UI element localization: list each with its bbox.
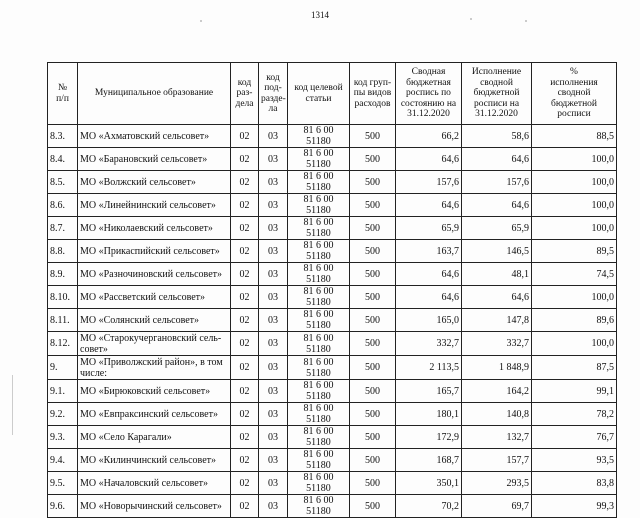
row-number: 8.12. [48,332,78,356]
table-body [48,125,617,518]
target-article-code: 81 6 00 51180 [288,332,350,356]
row-number: 8.9. [48,263,78,286]
header-cell: Исполнение сводной бюджетной росписи на 31.12.2020 [462,63,532,125]
expense-group-code: 500 [350,240,396,263]
municipality-name: МО «Евпраксинский сельсовет» [78,403,231,426]
budget-plan-value: 350,1 [396,472,462,495]
target-article-code: 81 6 00 51180 [288,380,350,403]
budget-plan-value: 64,6 [396,286,462,309]
row-number: 8.10. [48,286,78,309]
section-code: 02 [231,426,259,449]
target-article-code: 81 6 00 51180 [288,449,350,472]
municipality-name: МО «Линейнинский сельсовет» [78,194,231,217]
row-number: 9.1. [48,380,78,403]
subsection-code: 03 [259,380,288,403]
expense-group-code: 500 [350,148,396,171]
execution-percent: 89,6 [532,309,617,332]
municipality-name: МО «Барановский сельсовет» [78,148,231,171]
execution-percent: 88,5 [532,125,617,148]
subsection-code: 03 [259,148,288,171]
section-code: 02 [231,332,259,356]
scan-speck [470,18,472,20]
budget-plan-value: 64,6 [396,148,462,171]
subsection-code: 03 [259,403,288,426]
target-article-code: 81 6 00 51180 [288,194,350,217]
section-code: 02 [231,171,259,194]
header-cell: код под- разде- ла [259,63,288,125]
expense-group-code: 500 [350,403,396,426]
row-number: 8.4. [48,148,78,171]
table-row [48,286,617,309]
execution-value: 146,5 [462,240,532,263]
header-cell: % исполнения сводной бюджетной росписи [532,63,617,125]
budget-plan-value: 64,6 [396,194,462,217]
section-code: 02 [231,449,259,472]
header-cell: код груп- пы видов расходов [350,63,396,125]
municipality-name: МО «Рассветский сельсовет» [78,286,231,309]
execution-value: 147,8 [462,309,532,332]
row-number: 9.3. [48,426,78,449]
row-number: 8.7. [48,217,78,240]
table-row [48,217,617,240]
subsection-code: 03 [259,194,288,217]
budget-plan-value: 163,7 [396,240,462,263]
municipality-name: МО «Солянский сельсовет» [78,309,231,332]
target-article-code: 81 6 00 51180 [288,263,350,286]
municipality-name: МО «Старокучергановский сель- совет» [78,332,231,356]
budget-plan-value: 168,7 [396,449,462,472]
subsection-code: 03 [259,332,288,356]
target-article-code: 81 6 00 51180 [288,240,350,263]
table-row [48,332,617,356]
subsection-code: 03 [259,240,288,263]
section-code: 02 [231,403,259,426]
row-number: 8.11. [48,309,78,332]
execution-value: 157,7 [462,449,532,472]
execution-percent: 100,0 [532,217,617,240]
municipality-name: МО «Прикаспийский сельсовет» [78,240,231,263]
section-code: 02 [231,380,259,403]
budget-plan-value: 66,2 [396,125,462,148]
municipality-name: МО «Разночиновский сельсовет» [78,263,231,286]
table-row [48,356,617,380]
target-article-code: 81 6 00 51180 [288,495,350,518]
expense-group-code: 500 [350,171,396,194]
row-number: 9.2. [48,403,78,426]
row-number: 8.3. [48,125,78,148]
target-article-code: 81 6 00 51180 [288,403,350,426]
execution-value: 332,7 [462,332,532,356]
table-row [48,240,617,263]
execution-percent: 93,5 [532,449,617,472]
budget-plan-value: 70,2 [396,495,462,518]
subsection-code: 03 [259,286,288,309]
row-number: 9.6. [48,495,78,518]
execution-value: 64,6 [462,148,532,171]
table-row [48,426,617,449]
scan-speck [200,20,202,22]
header-cell: Сводная бюджетная роспись по состоянию на 31.12.2020 [396,63,462,125]
subsection-code: 03 [259,125,288,148]
expense-group-code: 500 [350,332,396,356]
execution-value: 293,5 [462,472,532,495]
row-number: 8.5. [48,171,78,194]
execution-value: 58,6 [462,125,532,148]
subsection-code: 03 [259,309,288,332]
table-header-row [48,63,617,125]
execution-percent: 100,0 [532,148,617,171]
table-row [48,403,617,426]
budget-plan-value: 172,9 [396,426,462,449]
subsection-code: 03 [259,263,288,286]
scan-speck [525,20,527,22]
budget-plan-value: 64,6 [396,263,462,286]
section-code: 02 [231,472,259,495]
execution-percent: 78,2 [532,403,617,426]
execution-percent: 99,1 [532,380,617,403]
execution-value: 140,8 [462,403,532,426]
budget-plan-value: 65,9 [396,217,462,240]
budget-plan-value: 157,6 [396,171,462,194]
execution-percent: 100,0 [532,286,617,309]
section-code: 02 [231,240,259,263]
table-row [48,148,617,171]
budget-plan-value: 180,1 [396,403,462,426]
target-article-code: 81 6 00 51180 [288,286,350,309]
expense-group-code: 500 [350,449,396,472]
table-row [48,171,617,194]
municipality-name: МО «Бирюковский сельсовет» [78,380,231,403]
section-code: 02 [231,286,259,309]
expense-group-code: 500 [350,472,396,495]
expense-group-code: 500 [350,194,396,217]
execution-percent: 76,7 [532,426,617,449]
expense-group-code: 500 [350,380,396,403]
table-row [48,194,617,217]
budget-plan-value: 332,7 [396,332,462,356]
execution-value: 69,7 [462,495,532,518]
target-article-code: 81 6 00 51180 [288,217,350,240]
execution-percent: 74,5 [532,263,617,286]
table-row [48,125,617,148]
budget-plan-value: 165,0 [396,309,462,332]
section-code: 02 [231,194,259,217]
execution-value: 132,7 [462,426,532,449]
subsection-code: 03 [259,426,288,449]
target-article-code: 81 6 00 51180 [288,309,350,332]
execution-percent: 87,5 [532,356,617,380]
expense-group-code: 500 [350,125,396,148]
execution-percent: 100,0 [532,194,617,217]
section-code: 02 [231,217,259,240]
subsection-code: 03 [259,495,288,518]
expense-group-code: 500 [350,309,396,332]
execution-value: 157,6 [462,171,532,194]
section-code: 02 [231,263,259,286]
execution-percent: 99,3 [532,495,617,518]
row-number: 8.6. [48,194,78,217]
expense-group-code: 500 [350,356,396,380]
execution-value: 164,2 [462,380,532,403]
expense-group-code: 500 [350,286,396,309]
execution-value: 48,1 [462,263,532,286]
table-row [48,472,617,495]
table-row [48,309,617,332]
table-row [48,263,617,286]
header-cell: код раз- дела [231,63,259,125]
execution-value: 1 848,9 [462,356,532,380]
municipality-name: МО «Ахматовский сельсовет» [78,125,231,148]
execution-value: 64,6 [462,194,532,217]
expense-group-code: 500 [350,263,396,286]
execution-percent: 83,8 [532,472,617,495]
page-number: 1314 [311,10,329,20]
section-code: 02 [231,125,259,148]
target-article-code: 81 6 00 51180 [288,356,350,380]
execution-value: 65,9 [462,217,532,240]
execution-percent: 100,0 [532,332,617,356]
target-article-code: 81 6 00 51180 [288,148,350,171]
expense-group-code: 500 [350,217,396,240]
section-code: 02 [231,495,259,518]
execution-percent: 89,5 [532,240,617,263]
row-number: 9. [48,356,78,380]
municipality-name: МО «Приволжский район», в том числе: [78,356,231,380]
execution-percent: 100,0 [532,171,617,194]
subsection-code: 03 [259,356,288,380]
subsection-code: 03 [259,217,288,240]
target-article-code: 81 6 00 51180 [288,171,350,194]
header-cell: № п/п [48,63,78,125]
subsection-code: 03 [259,449,288,472]
municipality-name: МО «Волжский сельсовет» [78,171,231,194]
row-number: 9.4. [48,449,78,472]
subsection-code: 03 [259,171,288,194]
budget-plan-value: 165,7 [396,380,462,403]
section-code: 02 [231,309,259,332]
target-article-code: 81 6 00 51180 [288,472,350,495]
table-row [48,495,617,518]
municipality-name: МО «Килинчинский сельсовет» [78,449,231,472]
municipality-name: МО «Новорычинский сельсовет» [78,495,231,518]
section-code: 02 [231,356,259,380]
budget-execution-table [47,62,617,518]
section-code: 02 [231,148,259,171]
row-number: 9.5. [48,472,78,495]
expense-group-code: 500 [350,495,396,518]
table-row [48,380,617,403]
header-cell: Муниципальное образование [78,63,231,125]
municipality-name: МО «Николаевский сельсовет» [78,217,231,240]
municipality-name: МО «Село Карагали» [78,426,231,449]
target-article-code: 81 6 00 51180 [288,125,350,148]
expense-group-code: 500 [350,426,396,449]
budget-plan-value: 2 113,5 [396,356,462,380]
subsection-code: 03 [259,472,288,495]
row-number: 8.8. [48,240,78,263]
header-cell: код целевой статьи [288,63,350,125]
scan-edge-line [12,375,13,435]
execution-value: 64,6 [462,286,532,309]
municipality-name: МО «Началовский сельсовет» [78,472,231,495]
target-article-code: 81 6 00 51180 [288,426,350,449]
